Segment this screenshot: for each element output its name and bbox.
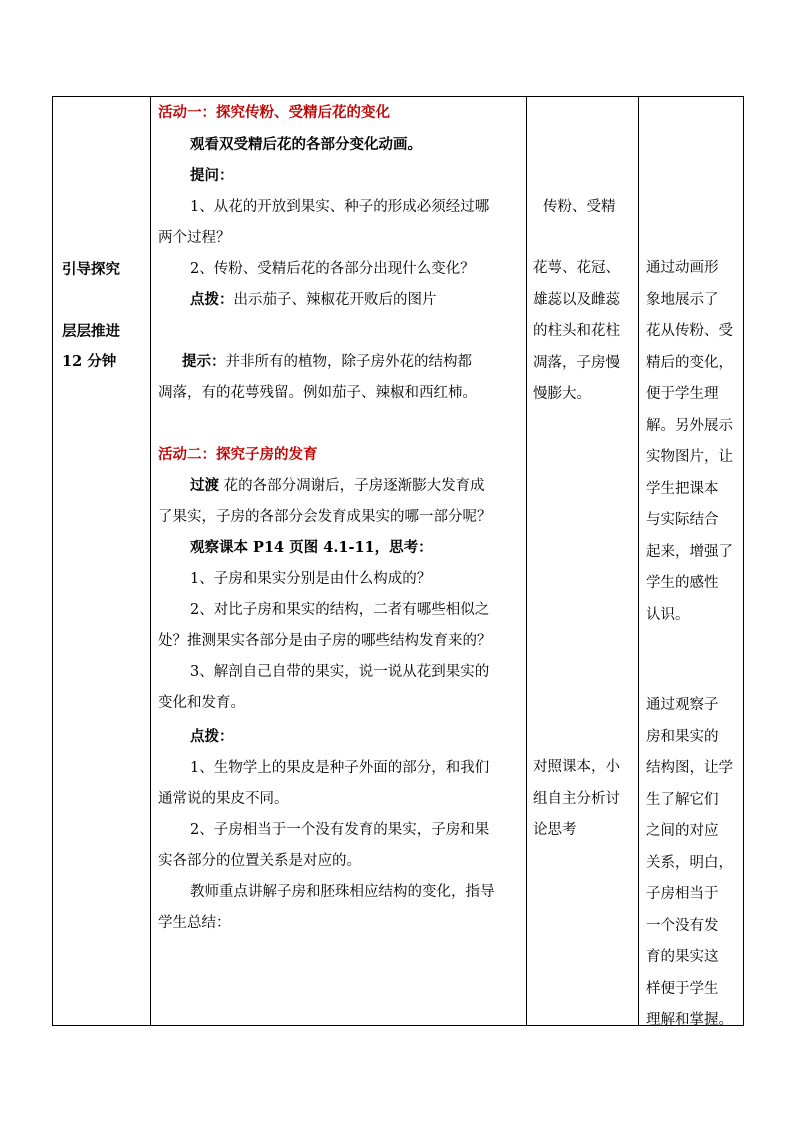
intent-2-line: 生了解它们: [646, 791, 719, 808]
teacher-line2: 学生总结：: [158, 915, 231, 931]
hint2-label: 点拨：: [190, 728, 234, 745]
transition-line1: [190, 476, 485, 496]
intent-1-line: 通过动画形: [646, 260, 719, 276]
task2-line2: 处？推测果实各部分是由子房的哪些结构发育来的？: [158, 633, 492, 649]
intent-1-line: 精后的变化，: [646, 354, 733, 371]
hint-label: 点拨：: [190, 291, 234, 308]
tip-text: 并非所有的植物，除子房外花的结构都: [225, 354, 472, 370]
activity1-title: 活动一：探究传粉、受精后花的变化: [158, 104, 390, 121]
intent-2-line: 通过观察子: [646, 697, 719, 713]
intent-1-line: 认识。: [646, 606, 690, 623]
student-answer-3-line: 组自主分析讨: [533, 790, 620, 807]
q1-line1: 1、从花的开放到果实、种子的形成必须经过哪: [190, 199, 490, 215]
intent-2-line: 之间的对应: [646, 823, 719, 839]
intent-1-line: 便于学生理: [646, 386, 719, 402]
tip-line2: 凋落，有的花萼残留。例如茄子、辣椒和西红柿。: [158, 385, 477, 401]
intent-1-line: 学生的感性: [646, 575, 719, 591]
point1-line2: 通常说的果皮不同。: [158, 791, 289, 807]
task1-line: 1、子房和果实分别是由什么构成的？: [190, 571, 432, 587]
intent-2-line: 样便于学生: [646, 980, 719, 997]
student-answer-2-line: 花萼、花冠、: [533, 260, 620, 276]
point2-line2: 实各部分的位置关系是对应的。: [158, 853, 361, 869]
student-answer-3-line: 论思考: [533, 822, 577, 838]
student-answer-1: 传粉、受精: [543, 199, 616, 215]
watch-line: 观看双受精后花的各部分变化动画。: [190, 136, 422, 153]
teacher-line1: 教师重点讲解子房和胚珠相应结构的变化，指导: [190, 884, 495, 900]
intent-1-line: 起来，增强了: [646, 543, 733, 560]
column-divider: [150, 97, 151, 1025]
transition-text: 花的各部分凋谢后，子房逐渐膨大发育成: [223, 478, 485, 494]
intent-block-2: [646, 690, 733, 1037]
q2-line: 2、传粉、受精后花的各部分出现什么变化？: [190, 261, 475, 277]
observe-line: 观察课本 P14 页图 4.1-11，思考：: [190, 539, 433, 556]
tip-line1: [182, 352, 472, 372]
column-divider: [638, 97, 639, 1025]
q1-line2: 两个过程？: [158, 230, 231, 246]
intent-2-line: 结构图，让学: [646, 760, 733, 776]
transition-label: 过渡: [190, 477, 219, 494]
intent-block-1: [646, 253, 733, 631]
intent-2-line: 子房相当于: [646, 886, 719, 902]
section-label: 引导探究: [62, 261, 120, 278]
point2-line1: 2、子房相当于一个没有发育的果实，子房和果: [190, 822, 490, 838]
task3-line1: 3、解剖自己自带的果实，说一说从花到果实的: [190, 664, 490, 680]
student-answer-2-line: 凋落，子房慢: [533, 354, 620, 371]
question-label: 提问：: [190, 167, 234, 184]
student-answer-2-line: 雄蕊以及雌蕊: [533, 291, 620, 308]
student-answer-3-line: 对照课本，小: [533, 759, 620, 775]
intent-2-line: 一个没有发: [646, 917, 719, 934]
intent-1-line: 象地展示了: [646, 291, 719, 308]
hint-text: 出示茄子、辣椒花开败后的图片: [233, 292, 437, 308]
point1-line1: 1、生物学上的果皮是种子外面的部分，和我们: [190, 760, 490, 776]
task2-line1: 2、对比子房和果实的结构，二者有哪些相似之: [190, 602, 490, 618]
student-answer-2-line: 慢膨大。: [533, 386, 591, 402]
student-answer-2: [533, 253, 620, 411]
task3-line2: 变化和发育。: [158, 695, 245, 711]
section-subtitle: 层层推进: [62, 323, 120, 340]
intent-1-line: 实物图片，让: [646, 449, 733, 465]
section-time: 12 分钟: [62, 353, 117, 370]
student-answer-2-line: 的柱头和花柱: [533, 323, 620, 339]
student-answer-3: [533, 752, 620, 847]
activity2-title: 活动二：探究子房的发育: [158, 446, 318, 463]
intent-1-line: 与实际结合: [646, 512, 719, 528]
intent-1-line: 花从传粉、受: [646, 323, 733, 339]
transition-line2: 了果实，子房的各部分会发育成果实的哪一部分呢？: [158, 509, 492, 525]
column-divider: [526, 97, 527, 1025]
hint-line: [190, 290, 437, 310]
intent-2-line: 关系，明白，: [646, 854, 733, 871]
intent-2-line: 理解和掌握。: [646, 1012, 733, 1028]
intent-1-line: 解。另外展示: [646, 417, 733, 434]
intent-2-line: 育的果实这: [646, 949, 719, 965]
tip-label: 提示：: [182, 353, 226, 370]
intent-2-line: 房和果实的: [646, 728, 719, 745]
intent-1-line: 学生把课本: [646, 480, 719, 497]
